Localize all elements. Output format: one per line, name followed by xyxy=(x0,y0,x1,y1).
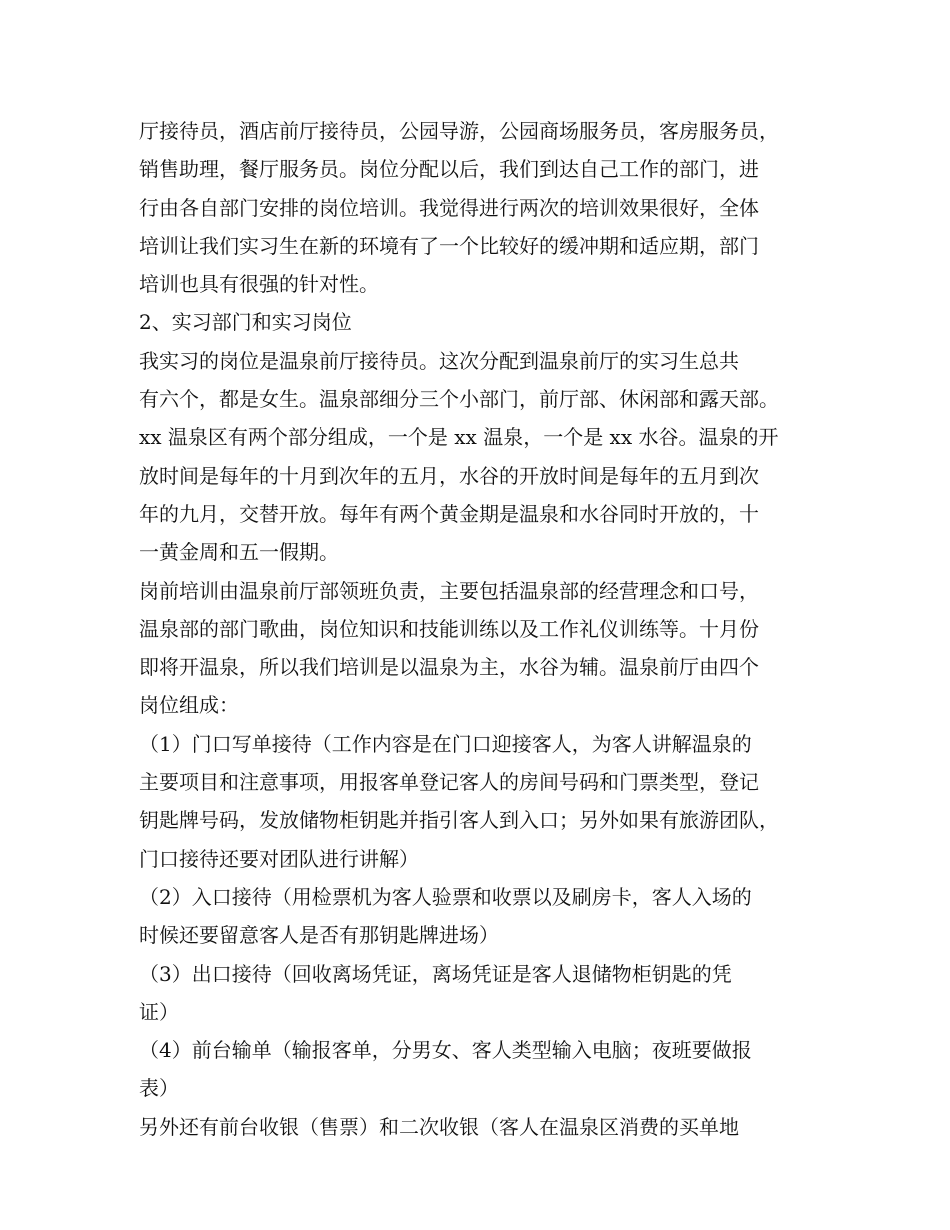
text-line: 温泉部的部门歌曲，岗位知识和技能训练以及工作礼仪训练等。十月份 xyxy=(139,616,759,641)
text-line: 另外还有前台收银（售票）和二次收银（客人在温泉区消费的买单地 xyxy=(139,1114,739,1139)
text-line: 行由各自部门安排的岗位培训。我觉得进行两次的培训效果很好，全体 xyxy=(139,195,759,220)
list-item: （1）门口写单接待（工作内容是在门口迎接客人，为客人讲解温泉的 xyxy=(139,731,752,756)
text-line: 岗前培训由温泉前厅部领班负责，主要包括温泉部的经营理念和口号， xyxy=(139,578,759,603)
text-line: 年的九月，交替开放。每年有两个黄金期是温泉和水谷同时开放的，十 xyxy=(139,501,759,526)
text-line: 有六个，都是女生。温泉部细分三个小部门，前厅部、休闲部和露天部。 xyxy=(139,387,779,412)
text-line: 销售助理，餐厅服务员。岗位分配以后，我们到达自己工作的部门，进 xyxy=(139,157,759,182)
list-item: （3）出口接待（回收离场凭证，离场凭证是客人退储物柜钥匙的凭 xyxy=(139,961,732,986)
text-line: 岗位组成： xyxy=(139,693,239,718)
text-line: 我实习的岗位是温泉前厅接待员。这次分配到温泉前厅的实习生总共 xyxy=(139,348,739,373)
text-line: 钥匙牌号码，发放储物柜钥匙并指引客人到入口；另外如果有旅游团队， xyxy=(139,808,779,833)
text-line: xx 温泉区有两个部分组成，一个是 xx 温泉，一个是 xx 水谷。温泉的开 xyxy=(139,425,779,450)
text-line: 证） xyxy=(139,999,179,1024)
text-line: 放时间是每年的十月到次年的五月，水谷的开放时间是每年的五月到次 xyxy=(139,463,759,488)
text-line: 时候还要留意客人是否有那钥匙牌进场） xyxy=(139,923,499,948)
list-item: （2）入口接待（用检票机为客人验票和收票以及刷房卡，客人入场的 xyxy=(139,884,752,909)
text-line: 培训也具有很强的针对性。 xyxy=(139,272,379,297)
body-text xyxy=(139,112,819,1146)
text-line: 主要项目和注意事项，用报客单登记客人的房间号码和门票类型，登记 xyxy=(139,770,759,795)
text-line: 培训让我们实习生在新的环境有了一个比较好的缓冲期和适应期，部门 xyxy=(139,233,759,258)
list-item: （4）前台输单（输报客单，分男女、客人类型输入电脑；夜班要做报 xyxy=(139,1038,752,1063)
text-line: 即将开温泉，所以我们培训是以温泉为主，水谷为辅。温泉前厅由四个 xyxy=(139,655,759,680)
text-line: 厅接待员，酒店前厅接待员，公园导游，公园商场服务员，客房服务员， xyxy=(139,119,779,143)
text-line: 表） xyxy=(139,1076,179,1101)
section-heading: 2、实习部门和实习岗位 xyxy=(139,310,352,335)
text-line: 门口接待还要对团队进行讲解） xyxy=(139,846,419,871)
text-line: 一黄金周和五一假期。 xyxy=(139,540,339,565)
